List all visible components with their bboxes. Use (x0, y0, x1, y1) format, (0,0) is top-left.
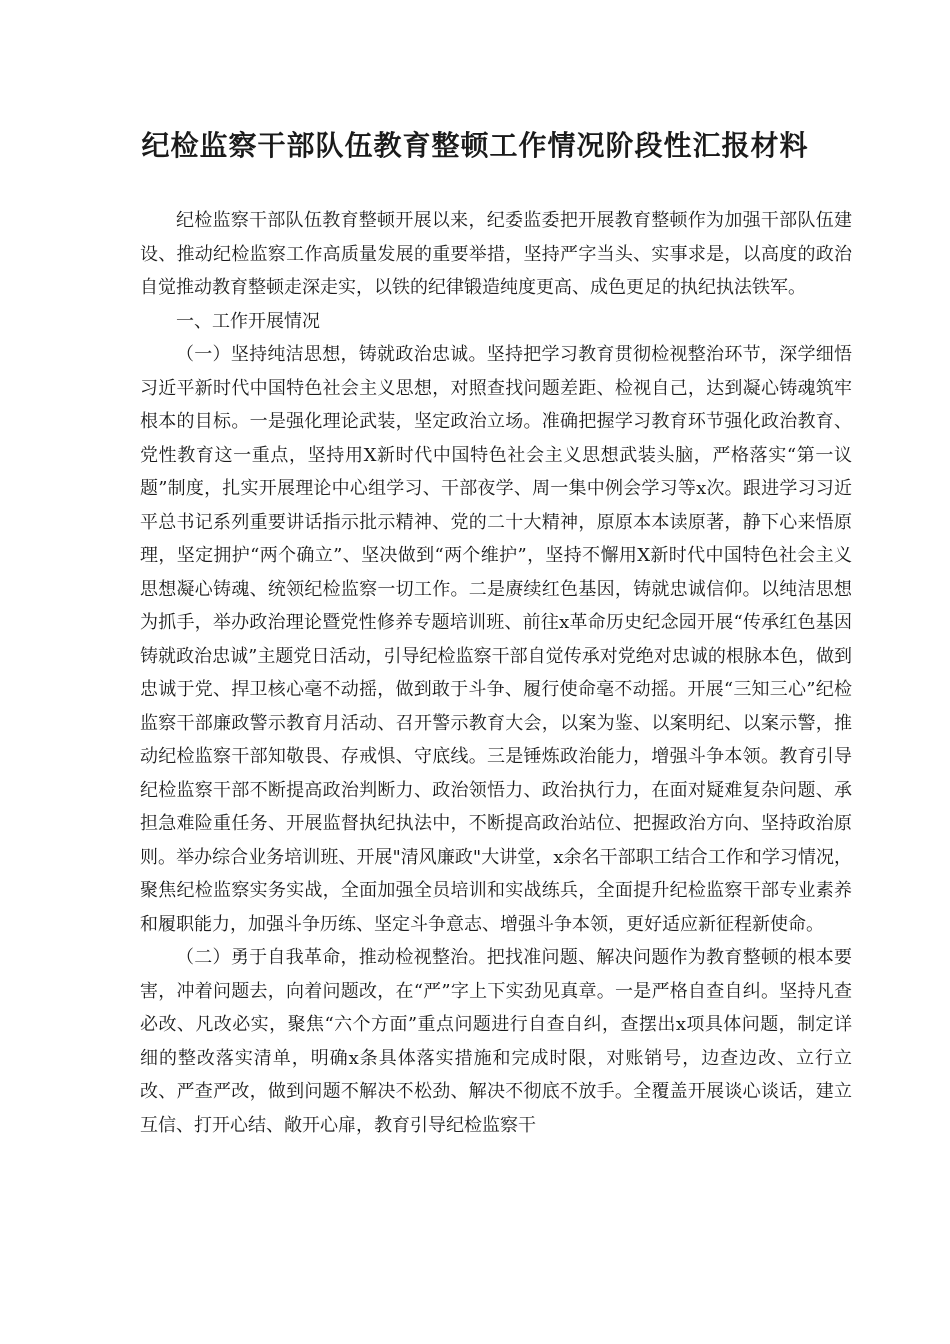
paragraph-2: （二）勇于自我革命，推动检视整治。把找准问题、解决问题作为教育整顿的根本要害，冲着问题去，向着问题改，在“严”字上下实劲见真章。一是严格自查自纠。坚持凡查必改、凡改必实，聚焦“六个方面”重点问题进行自查自纠，查摆出x项具体问题，制定详细的整改落实清单，明确x条具体落实措施和完成时限，对账销号，边查边改、立行立改、严查严改，做到问题不解决不松劲、解决不彻底不放手。全覆盖开展谈心谈话，建立互信、打开心结、敞开心扉，教育引导纪检监察干 (140, 947, 852, 1136)
document-title: 纪检监察干部队伍教育整顿工作情况阶段性汇报材料 (141, 129, 809, 162)
paragraph-1: （一）坚持纯洁思想，铸就政治忠诚。坚持把学习教育贯彻检视整治环节，深学细悟习近平新时代中国特色社会主义思想，对照查找问题差距、检视自己，达到凝心铸魂筑牢根本的目标。一是强化理论武装，坚定政治立场。准确把握学习教育环节强化政治教育、党性教育这一重点，坚持用X新时代中国特色社会主义思想武装头脑，严格落实“第一议题”制度，扎实开展理论中心组学习、干部夜学、周一集中例会学习等x次。跟进学习习近平总书记系列重要讲话指示批示精神、党的二十大精神，原原本本读原著，静下心来悟原理，坚定拥护“两个确立”、坚决做到“两个维护”，坚持不懈用X新时代中国特色社会主义思想凝心铸魂、统领纪检监察一切工作。二是赓续红色基因，铸就忠诚信仰。以纯洁思想为抓手，举办政治理论暨党性修养专题培训班、前往x革命历史纪念园开展“传承红色基因铸就政治忠诚”主题党日活动，引导纪检监察干部自觉传承对党绝对忠诚的根脉本色，做到忠诚于党、捍卫核心毫不动摇，做到敢于斗争、履行使命毫不动摇。开展“三知三心”纪检监察干部廉政警示教育月活动、召开警示教育大会，以案为鉴、以案明纪、以案示警，推动纪检监察干部知敬畏、存戒惧、守底线。三是锤炼政治能力，增强斗争本领。教育引导纪检监察干部不断提高政治判断力、政治领悟力、政治执行力，在面对疑难复杂问题、承担急难险重任务、开展监督执纪执法中，不断提高政治站位、把握政治方向、坚持政治原则。举办综合业务培训班、开展"清风廉政"大讲堂，x余名干部职工结合工作和学习情况，聚焦纪检监察实务实战，全面加强全员培训和实战练兵，全面提升纪检监察干部专业素养和履职能力，加强斗争历练、坚定斗争意志、增强斗争本领，更好适应新征程新使命。 (140, 344, 852, 935)
intro-paragraph: 纪检监察干部队伍教育整顿开展以来，纪委监委把开展教育整顿作为加强干部队伍建设、推动纪检监察工作高质量发展的重要举措，坚持严字当头、实事求是，以高度的政治自觉推动教育整顿走深走实，以铁的纪律锻造纯度更高、成色更足的执纪执法铁军。 (140, 210, 852, 298)
document-body (140, 204, 852, 1142)
section-heading: 一、工作开展情况 (176, 310, 320, 332)
